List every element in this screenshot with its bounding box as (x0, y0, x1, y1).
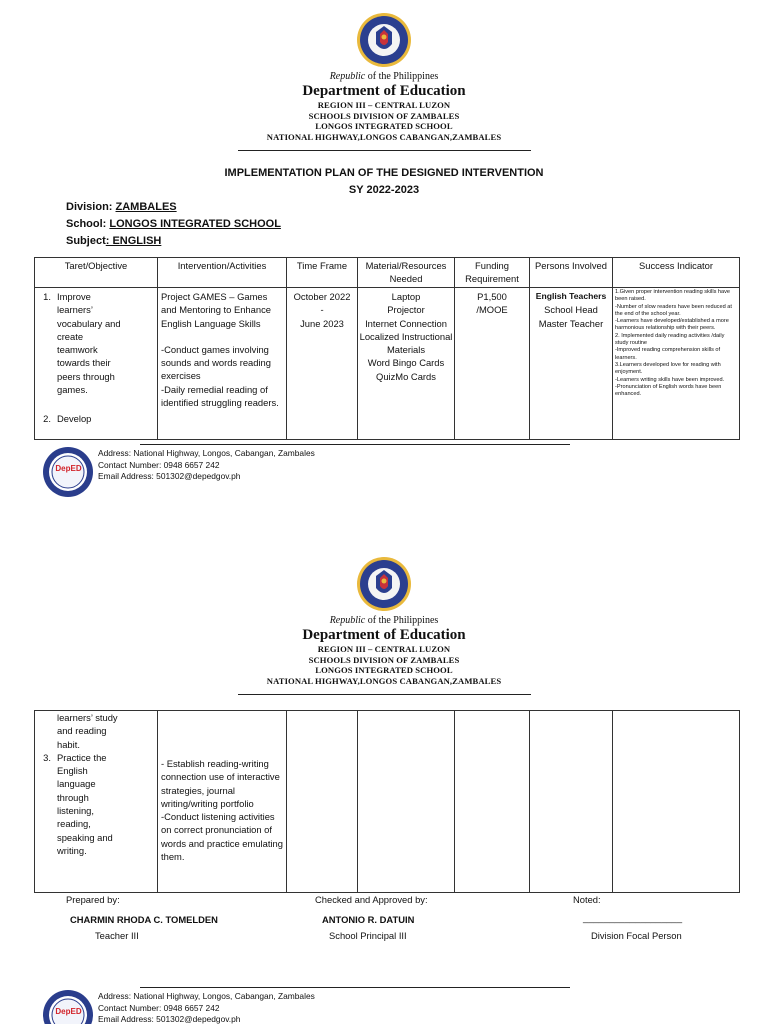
indicator-item: -Learners have developed/established a more harmonious relationship with their peers. (615, 318, 729, 332)
address-line: NATIONAL HIGHWAY,LONGOS CABANGAN,ZAMBALES (266, 131, 502, 142)
table-row (35, 288, 740, 440)
indicator-item: 2. Implemented daily reading activities /daily study routine (615, 332, 725, 347)
noted-label: Noted: (573, 894, 601, 905)
funding-cell (455, 711, 530, 893)
column-header: Intervention/Activities (158, 258, 287, 288)
division-line: SCHOOLS DIVISION OF ZAMBALES (308, 654, 460, 665)
page1-header (0, 12, 768, 142)
header-divider (238, 150, 531, 151)
activity-item: -Conduct games involving sounds and words reading exercises (161, 343, 271, 382)
activity-item: - Establish reading-writing connection use of interactive strategies, journal writing/writing portfolio (161, 758, 280, 809)
department-title: Department of Education (302, 83, 466, 99)
noted-title: Division Focal Person (591, 930, 682, 941)
materials-cell (358, 288, 455, 440)
checked-label: Checked and Approved by: (315, 894, 428, 905)
address-line: NATIONAL HIGHWAY,LONGOS CABANGAN,ZAMBALES (266, 675, 502, 686)
deped-seal-icon (356, 556, 412, 612)
activity-item: -Conduct listening activities on correct pronunciation of words and practice emulating them. (161, 811, 283, 863)
footer-contact: Contact Number: 0948 6657 242 (98, 1002, 220, 1013)
material-item: Internet Connection (365, 317, 447, 329)
funding-cell (455, 288, 530, 440)
document-title: IMPLEMENTATION PLAN OF THE DESIGNED INTERVENTION (224, 167, 544, 179)
division-field: Division: ZAMBALES (66, 201, 177, 213)
subject-field: Subject: ENGLISH (66, 235, 162, 247)
activity-item: -Daily remedial reading of identified struggling readers. (161, 383, 279, 409)
republic-line: Republic of the Philippines (329, 615, 439, 626)
indicator-item: 3.Learners developed love for reading with enjoyment. (615, 361, 721, 376)
noted-signature-line: ___________________ (583, 912, 683, 923)
prepared-label: Prepared by: (66, 894, 120, 905)
person-item: Master Teacher (538, 317, 604, 329)
material-item: Localized Instructional Materials (359, 330, 453, 356)
school-field: School: LONGOS INTEGRATED SCHOOL (66, 218, 281, 230)
column-header: Material/Resources Needed (358, 258, 455, 288)
table-header-row (35, 258, 740, 288)
header-divider (238, 694, 531, 695)
objective-text: Develop (57, 413, 92, 425)
objective-text: Practice the English language through listening, reading, speaking and writing. (57, 751, 113, 856)
checked-name: ANTONIO R. DATUIN (322, 914, 415, 925)
footer-address: Address: National Highway, Longos, Cabangan, Zambales (98, 448, 315, 458)
funding-amount: P1,500 (477, 291, 507, 302)
material-item: Projector (387, 304, 425, 316)
plan-table-page1 (34, 257, 740, 440)
table-row (35, 711, 740, 893)
division-line: SCHOOLS DIVISION OF ZAMBALES (308, 110, 460, 121)
indicator-item: -Pronunciation of English words have been enhanced. (615, 383, 722, 398)
logo-text: DepED (55, 464, 82, 473)
indicator-item: -Number of slow readers have been reduced at the end of the school year. (615, 303, 732, 317)
activities-cell (158, 288, 287, 440)
success-indicator-cell (613, 288, 740, 440)
column-header: Time Frame (287, 258, 358, 288)
column-header: Taret/Objective (35, 258, 158, 288)
objective-number: 2. (43, 413, 51, 425)
prepared-name: CHARMIN RHODA C. TOMELDEN (70, 914, 218, 925)
material-item: Laptop (391, 291, 421, 302)
page1-footer (40, 444, 540, 502)
material-item: QuizMo Cards (376, 370, 436, 382)
timeframe-cell (287, 288, 358, 440)
footer-contact-block (98, 991, 315, 1024)
success-indicator-cell (613, 711, 740, 893)
page2-header (0, 556, 768, 686)
checked-title: School Principal III (329, 930, 407, 941)
objective-text: learners’ study and reading habit. (57, 712, 118, 750)
column-header: Success Indicator (613, 258, 740, 288)
region-line: REGION III – CENTRAL LUZON (317, 100, 451, 110)
objective-number: 1. (43, 291, 51, 302)
prepared-title: Teacher III (95, 930, 139, 941)
department-title: Department of Education (302, 627, 466, 643)
footer-divider (140, 444, 570, 445)
footer-contact-block (98, 448, 315, 483)
republic-line: Republic of the Philippines (329, 71, 439, 82)
school-year: SY 2022-2023 (348, 184, 420, 196)
school-line: LONGOS INTEGRATED SCHOOL (315, 121, 453, 131)
footer-email: Email Address: 501302@depedgov.ph (98, 1014, 241, 1024)
footer-contact: Contact Number: 0948 6657 242 (98, 459, 220, 470)
school-line: LONGOS INTEGRATED SCHOOL (315, 665, 453, 675)
funding-source: /MOOE (476, 304, 508, 316)
plan-table-page2 (34, 710, 740, 893)
region-line: REGION III – CENTRAL LUZON (317, 644, 451, 654)
timeframe-cell (287, 711, 358, 893)
indicator-item: -Improved reading comprehension skills of learners. (615, 347, 721, 361)
activities-cell (158, 711, 287, 893)
footer-address: Address: National Highway, Longos, Cabangan, Zambales (98, 991, 315, 1001)
persons-cell (530, 711, 613, 893)
time-end: June 2023 (300, 317, 344, 329)
logo-text: DepED (55, 1007, 82, 1016)
footer-divider (140, 987, 570, 988)
objective-text: Improve learners’ vocabulary and create teamwork towards their peers through games. (57, 291, 121, 396)
column-header: Persons Involved (530, 258, 613, 288)
time-start: October 2022 (293, 291, 351, 302)
page2-footer (40, 987, 540, 1024)
indicator-item: 1.Given proper intervention reading skills have been raised. (615, 289, 731, 303)
footer-email: Email Address: 501302@depedgov.ph (98, 471, 241, 481)
person-item: English Teachers (535, 291, 607, 301)
column-header: Funding Requirement (455, 258, 530, 288)
person-item: School Head (544, 304, 598, 316)
persons-cell (530, 288, 613, 440)
objective-cell (35, 711, 158, 893)
objective-cell (35, 288, 158, 440)
materials-cell (358, 711, 455, 893)
activity-title: Project GAMES – Games and Mentoring to Enhance English Language Skills (161, 291, 271, 329)
material-item: Word Bingo Cards (367, 357, 445, 369)
indicator-item: -Learners writing skills have been improved. (615, 376, 725, 383)
time-separator: - (320, 304, 324, 316)
deped-seal-icon (356, 12, 412, 68)
objective-number: 3. (43, 751, 51, 763)
